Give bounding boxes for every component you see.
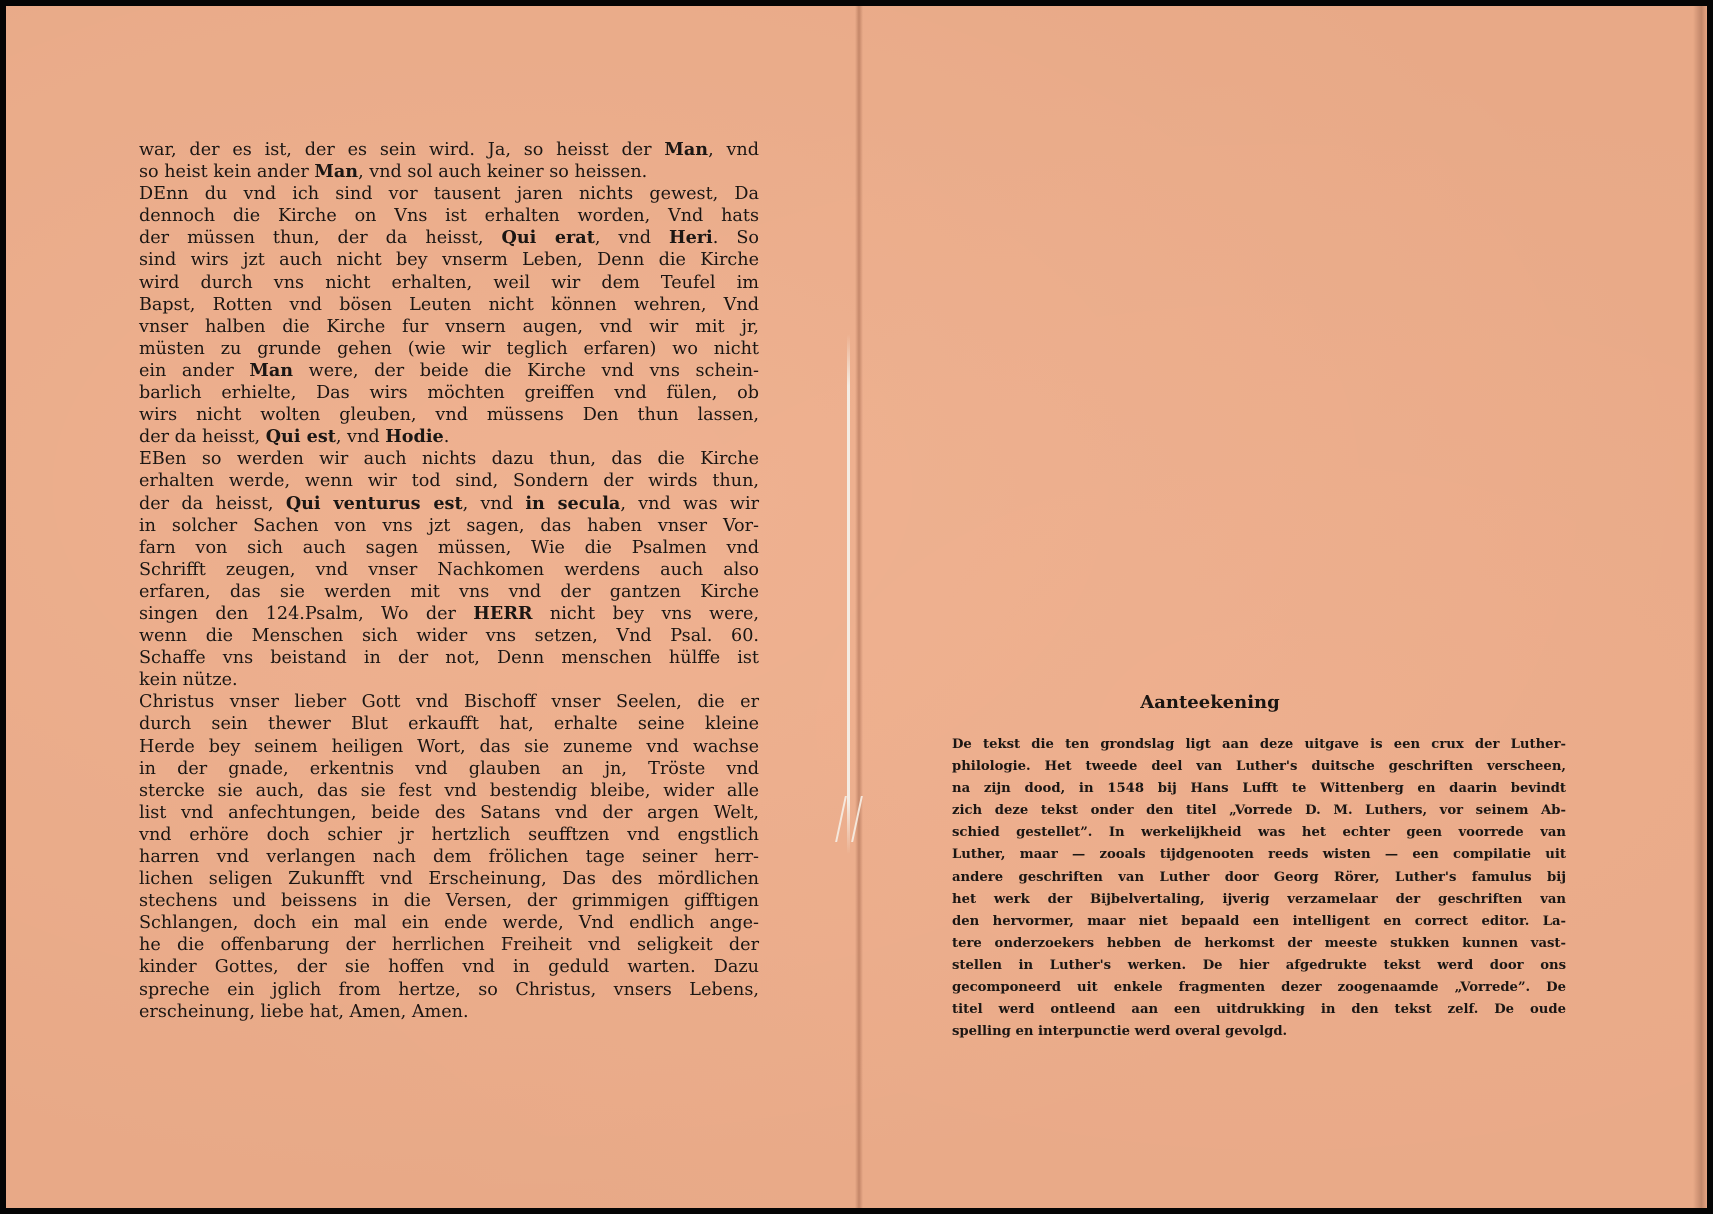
text-line: Schlangen, doch ein mal ein ende werde, Vnd endlich ange- [139,913,759,934]
text-line: dennoch die Kirche on Vns ist erhalten worden, Vnd hats [139,206,759,227]
text-line: war, der es ist, der es sein wird. Ja, so heisst der Man, vnd [139,139,759,160]
text-line: durch sein thewer Blut erkaufft hat, erhalte seine kleine [139,714,759,735]
text-line: der müssen thun, der da heisst, Qui erat, vnd Heri. So [139,227,759,249]
text-line: vnd erhöre doch schier jr hertzlich seufftzen vnd engstlich [139,824,759,845]
text-line: erhalten werde, wenn wir tod sind, Sondern der wirds thun, [139,471,759,492]
text-line: in der gnade, erkentnis vnd glauben an jn, Tröste vnd [139,758,759,779]
text-line: barlich erhielte, Das wirs möchten greiffen vnd fülen, ob [139,383,759,404]
text-line: sind wirs jzt auch nicht bey vnserm Leben, Denn die Kirche [139,250,759,271]
text-line: in solcher Sachen von vns jzt sagen, das haben vnser Vor- [139,515,759,536]
text-line: lichen seligen Zukunfft vnd Erscheinung, Das des mördlichen [139,869,759,890]
text-line: Herde bey seinem heiligen Wort, das sie zuneme vnd wachse [139,736,759,757]
text-line: kinder Gottes, der sie hoffen vnd in geduld warten. Dazu [139,957,759,978]
text-line: Bapst, Rotten vnd bösen Leuten nicht können wehren, Vnd [139,294,759,315]
text-line: Schaffe vns beistand in der not, Denn menschen hülffe ist [139,648,759,669]
note-line: titel werd ontleend aan een uitdrukking in den tekst zelf. De oude [952,1002,1566,1018]
note-line: schied gestellet”. In werkelijkheid was het echter geen voorrede van [952,825,1566,841]
text-line: DEnn du vnd ich sind vor tausent jaren nichts gewest, Da [139,184,759,205]
note-line: spelling en interpunctie werd overal gevolgd. [952,1024,1288,1040]
binding-thread [847,334,850,854]
text-line: Schrifft zeugen, vnd vnser Nachkomen werdens auch also [139,559,759,580]
note-line: andere geschriften van Luther door Georg Rörer, Luther's famulus bij [952,869,1566,885]
text-line: erfaren, das sie werden mit vns vnd der gantzen Kirche [139,581,759,602]
text-line: EBen so werden wir auch nichts dazu thun, das die Kirche [139,449,759,470]
note-line: stellen in Luther's werken. De hier afgedrukte tekst werd door ons [952,957,1566,973]
text-line: stechens und beissens in die Versen, der grimmigen gifftigen [139,891,759,912]
note-title: Aanteekening [1140,692,1280,713]
text-line: so heist kein ander Man, vnd sol auch keiner so heissen. [139,161,648,183]
text-line: he die offenbarung der herrlichen Freiheit vnd seligkeit der [139,935,759,956]
text-line: kein nütze. [139,670,238,691]
text-line: Christus vnser lieber Gott vnd Bischoff vnser Seelen, die er [139,692,759,713]
text-line: list vnd anfechtungen, beide des Satans vnd der argen Welt, [139,802,759,823]
text-line: erscheinung, liebe hat, Amen, Amen. [139,1001,469,1022]
page-edge [1693,6,1707,1208]
note-line: tere onderzoekers hebben de herkomst der meeste stukken kunnen vast- [952,935,1566,951]
text-line: stercke sie auch, das sie fest vnd bestendig bleibe, wider alle [139,780,759,801]
text-line: harren vnd verlangen nach dem frölichen tage seiner herr- [139,847,759,867]
note-line: philologie. Het tweede deel van Luther's duitsche geschriften verscheen, [952,759,1566,775]
note-line: zich deze tekst onder den titel „Vorrede D. M. Luthers, vor seinem Ab- [952,803,1566,819]
text-line: wird durch vns nicht erhalten, weil wir dem Teufel im [139,272,759,293]
text-line: der da heisst, Qui venturus est, vnd in secula, vnd was wir [139,492,759,514]
text-line: ein ander Man were, der beide die Kirche vnd vns schein- [139,359,759,381]
note-line: Luther, maar — zooals tijdgenooten reeds wisten — een compilatie uit [952,847,1566,863]
note-line: den hervormer, maar niet bepaald een intelligent en correct editor. La- [952,913,1566,929]
text-line: wenn die Menschen sich wider vns setzen, Vnd Psal. 60. [139,626,759,647]
note-line: na zijn dood, in 1548 bij Hans Lufft te Wittenberg en daarin bevindt [952,781,1566,797]
note-line: het werk der Bijbelvertaling, ijverig verzamelaar der geschriften van [952,891,1566,907]
left-page-text [139,139,759,1023]
text-line: müsten zu grunde gehen (wie wir teglich erfaren) wo nicht [139,338,759,359]
text-line: spreche ein jglich from hertze, so Christus, vnsers Lebens, [139,979,759,1000]
text-line: wirs nicht wolten gleuben, vnd müssens Den thun lassen, [139,405,759,426]
book-gutter [855,6,863,1208]
text-line: der da heisst, Qui est, vnd Hodie. [139,426,450,448]
note-line: gecomponeerd uit enkele fragmenten dezer zoogenaamde „Vorrede”. De [952,980,1566,996]
text-line: vnser halben die Kirche fur vnsern augen, vnd wir mit jr, [139,316,759,337]
note-body [952,734,1566,1043]
text-line: farn von sich auch sagen müssen, Wie die Psalmen vnd [139,537,759,558]
text-line: singen den 124.Psalm, Wo der HERR nicht bey vns were, [139,602,759,624]
note-line: De tekst die ten grondslag ligt aan deze uitgave is een crux der Luther- [952,737,1566,752]
